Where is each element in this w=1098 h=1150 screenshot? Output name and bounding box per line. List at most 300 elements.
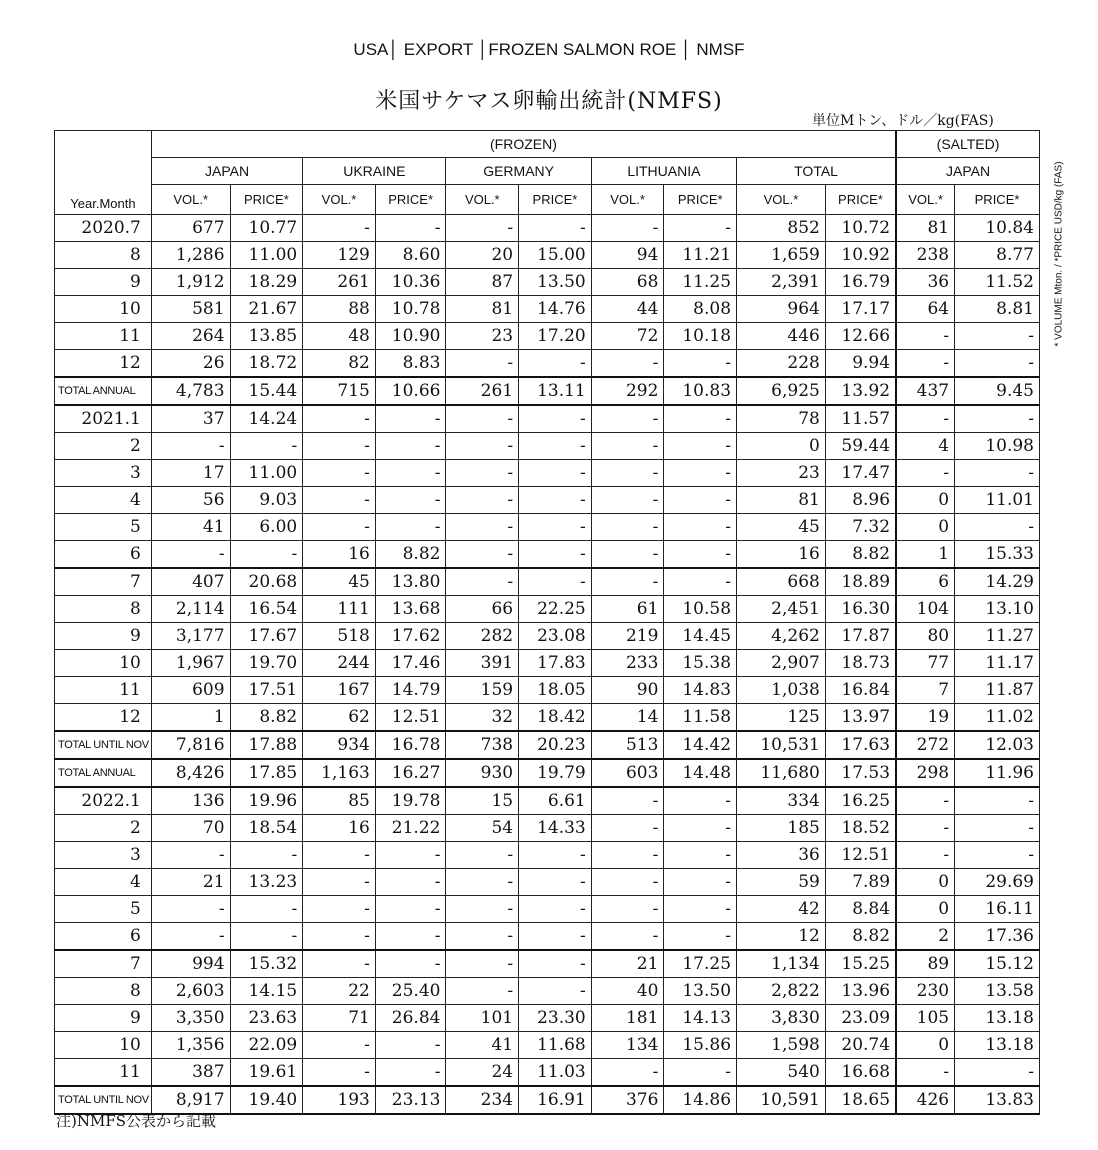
price-cell: -	[375, 922, 446, 950]
vol-cell: 21	[151, 868, 230, 895]
price-cell: 10.90	[375, 322, 446, 349]
vol-cell: 715	[303, 377, 376, 405]
row-label: 8	[55, 977, 152, 1004]
vol-cell: -	[591, 513, 664, 540]
price-cell: 20.74	[825, 1031, 896, 1058]
vol-cell: 78	[737, 405, 826, 433]
vol-cell: 21	[591, 950, 664, 978]
price-cell: -	[519, 922, 592, 950]
vol-cell: 2,391	[737, 268, 826, 295]
vol-cell: -	[446, 459, 519, 486]
price-cell: -	[375, 405, 446, 433]
vol-cell: 45	[303, 568, 376, 596]
price-cell: -	[664, 486, 737, 513]
vol-cell: 609	[151, 676, 230, 703]
price-cell: 13.85	[230, 322, 303, 349]
price-cell: 8.08	[664, 295, 737, 322]
vol-cell: 230	[896, 977, 955, 1004]
table-row	[55, 214, 1040, 241]
vol-cell: 738	[446, 731, 519, 759]
price-cell: 14.48	[664, 759, 737, 787]
row-label: 8	[55, 595, 152, 622]
price-cell: -	[664, 787, 737, 815]
price-cell: 23.09	[825, 1004, 896, 1031]
price-cell: 19.70	[230, 649, 303, 676]
price-cell: 16.54	[230, 595, 303, 622]
price-cell: 17.83	[519, 649, 592, 676]
price-cell: 19.79	[519, 759, 592, 787]
country-header: LITHUANIA	[591, 158, 736, 185]
vol-cell: 19	[896, 703, 955, 731]
vol-cell: 6,925	[737, 377, 826, 405]
price-cell: 19.61	[230, 1058, 303, 1086]
vol-cell: 3,350	[151, 1004, 230, 1031]
vol-cell: 71	[303, 1004, 376, 1031]
price-cell: 19.96	[230, 787, 303, 815]
table-row	[55, 787, 1040, 815]
price-cell: 15.38	[664, 649, 737, 676]
vol-cell: -	[591, 540, 664, 568]
price-cell: 13.50	[664, 977, 737, 1004]
vol-cell: 104	[896, 595, 955, 622]
price-cell: 6.61	[519, 787, 592, 815]
price-cell: -	[955, 814, 1040, 841]
price-cell: 7.32	[825, 513, 896, 540]
vol-cell: 3,830	[737, 1004, 826, 1031]
vol-cell: 90	[591, 676, 664, 703]
price-cell: -	[230, 895, 303, 922]
vol-cell: 42	[737, 895, 826, 922]
price-cell: 22.09	[230, 1031, 303, 1058]
vol-cell: 2,451	[737, 595, 826, 622]
row-label: 5	[55, 513, 152, 540]
price-cell: 13.80	[375, 568, 446, 596]
vol-cell: 81	[896, 214, 955, 241]
vol-cell: 15	[446, 787, 519, 815]
price-cell: 6.00	[230, 513, 303, 540]
price-cell: 10.58	[664, 595, 737, 622]
price-cell: -	[375, 950, 446, 978]
price-cell: 11.87	[955, 676, 1040, 703]
vol-cell: 0	[896, 1031, 955, 1058]
vol-cell: -	[303, 405, 376, 433]
price-cell: 18.29	[230, 268, 303, 295]
header-row-measure	[55, 185, 1040, 215]
vol-cell: 167	[303, 676, 376, 703]
vol-cell: 4,262	[737, 622, 826, 649]
table-row	[55, 868, 1040, 895]
vol-cell: 26	[151, 349, 230, 377]
price-cell: 13.10	[955, 595, 1040, 622]
price-cell: 17.51	[230, 676, 303, 703]
vol-cell: 87	[446, 268, 519, 295]
price-cell: 8.82	[375, 540, 446, 568]
table-row	[55, 676, 1040, 703]
vol-cell: 298	[896, 759, 955, 787]
vol-cell: 1,038	[737, 676, 826, 703]
price-cell: -	[375, 868, 446, 895]
price-cell: 17.46	[375, 649, 446, 676]
vol-cell: -	[446, 540, 519, 568]
price-cell: 13.23	[230, 868, 303, 895]
vol-cell: 437	[896, 377, 955, 405]
price-cell: 10.66	[375, 377, 446, 405]
price-cell: 7.89	[825, 868, 896, 895]
price-cell: 16.27	[375, 759, 446, 787]
price-cell: 15.12	[955, 950, 1040, 978]
price-cell: 10.83	[664, 377, 737, 405]
price-cell: 20.68	[230, 568, 303, 596]
country-header: JAPAN	[151, 158, 302, 185]
price-cell: -	[955, 1058, 1040, 1086]
price-cell: -	[955, 841, 1040, 868]
vol-cell: 111	[303, 595, 376, 622]
price-cell: -	[664, 568, 737, 596]
price-cell: -	[664, 814, 737, 841]
price-cell: -	[230, 540, 303, 568]
price-cell: -	[230, 432, 303, 459]
price-cell: 14.79	[375, 676, 446, 703]
price-cell: 10.72	[825, 214, 896, 241]
row-label: 12	[55, 703, 152, 731]
price-cell: 14.86	[664, 1086, 737, 1114]
price-cell: -	[375, 486, 446, 513]
price-cell: 13.18	[955, 1031, 1040, 1058]
vol-cell: -	[446, 432, 519, 459]
price-cell: 8.82	[230, 703, 303, 731]
vol-cell: -	[446, 349, 519, 377]
vol-cell: 80	[896, 622, 955, 649]
vol-cell: 2,907	[737, 649, 826, 676]
price-cell: 8.77	[955, 241, 1040, 268]
row-label: 9	[55, 268, 152, 295]
vol-cell: -	[591, 459, 664, 486]
price-cell: 11.96	[955, 759, 1040, 787]
price-header: PRICE*	[519, 185, 592, 215]
price-cell: 16.78	[375, 731, 446, 759]
vol-cell: 1,286	[151, 241, 230, 268]
vol-cell: 446	[737, 322, 826, 349]
price-cell: 18.54	[230, 814, 303, 841]
vol-cell: 129	[303, 241, 376, 268]
country-header: JAPAN	[896, 158, 1039, 185]
vol-cell: 518	[303, 622, 376, 649]
vol-cell: 964	[737, 295, 826, 322]
price-cell: 15.25	[825, 950, 896, 978]
price-cell: 17.62	[375, 622, 446, 649]
vol-cell: 1,163	[303, 759, 376, 787]
frozen-group-header: (FROZEN)	[151, 131, 896, 158]
price-cell: -	[519, 841, 592, 868]
price-cell: 10.92	[825, 241, 896, 268]
page-title: USA│ EXPORT │FROZEN SALMON ROE │ NMSF	[353, 40, 745, 59]
price-cell: 13.11	[519, 377, 592, 405]
vol-cell: -	[591, 841, 664, 868]
vol-cell: 1,912	[151, 268, 230, 295]
table-row	[55, 405, 1040, 433]
vol-cell: 0	[896, 868, 955, 895]
price-cell: -	[664, 513, 737, 540]
row-label: TOTAL UNTIL NOV	[55, 1086, 152, 1114]
price-cell: -	[375, 214, 446, 241]
price-cell: 14.45	[664, 622, 737, 649]
country-header: GERMANY	[446, 158, 591, 185]
vol-cell: 4	[896, 432, 955, 459]
vol-cell: 668	[737, 568, 826, 596]
vol-cell: 193	[303, 1086, 376, 1114]
price-cell: 11.17	[955, 649, 1040, 676]
price-cell: -	[664, 540, 737, 568]
table-row	[55, 622, 1040, 649]
vol-cell: 54	[446, 814, 519, 841]
price-cell: -	[519, 977, 592, 1004]
price-cell: 12.66	[825, 322, 896, 349]
vol-cell: 1,967	[151, 649, 230, 676]
vol-cell: 0	[896, 486, 955, 513]
price-cell: 15.00	[519, 241, 592, 268]
vol-cell: 264	[151, 322, 230, 349]
price-cell: 16.91	[519, 1086, 592, 1114]
vol-cell: -	[591, 922, 664, 950]
country-header: TOTAL	[737, 158, 897, 185]
table-row	[55, 703, 1040, 731]
row-label: 11	[55, 1058, 152, 1086]
row-label: 10	[55, 1031, 152, 1058]
vol-header: VOL.*	[303, 185, 376, 215]
price-cell: 18.65	[825, 1086, 896, 1114]
row-label: 11	[55, 676, 152, 703]
vol-cell: 22	[303, 977, 376, 1004]
vol-cell: -	[591, 895, 664, 922]
vol-cell: -	[896, 787, 955, 815]
vol-cell: 426	[896, 1086, 955, 1114]
vol-cell: -	[303, 922, 376, 950]
price-cell: 8.96	[825, 486, 896, 513]
vol-cell: 387	[151, 1058, 230, 1086]
price-cell: 11.02	[955, 703, 1040, 731]
price-cell: 11.68	[519, 1031, 592, 1058]
vol-cell: 61	[591, 595, 664, 622]
vol-cell: -	[591, 432, 664, 459]
price-cell: 15.33	[955, 540, 1040, 568]
price-cell: 11.03	[519, 1058, 592, 1086]
vol-cell: 59	[737, 868, 826, 895]
price-cell: 16.25	[825, 787, 896, 815]
price-cell: 13.58	[955, 977, 1040, 1004]
price-cell: -	[519, 540, 592, 568]
price-cell: 18.72	[230, 349, 303, 377]
price-cell: 10.98	[955, 432, 1040, 459]
price-cell: 23.63	[230, 1004, 303, 1031]
price-cell: -	[375, 841, 446, 868]
vol-cell: 23	[737, 459, 826, 486]
vol-cell: 1	[151, 703, 230, 731]
table-row	[55, 841, 1040, 868]
price-cell: -	[664, 868, 737, 895]
vol-cell: 41	[151, 513, 230, 540]
vol-cell: 3,177	[151, 622, 230, 649]
vol-cell: 677	[151, 214, 230, 241]
vol-cell: -	[151, 540, 230, 568]
price-cell: -	[519, 459, 592, 486]
table-row	[55, 814, 1040, 841]
price-cell: -	[519, 486, 592, 513]
vol-cell: -	[446, 486, 519, 513]
vol-cell: 334	[737, 787, 826, 815]
vol-cell: 540	[737, 1058, 826, 1086]
vol-cell: 68	[591, 268, 664, 295]
price-cell: 14.15	[230, 977, 303, 1004]
vol-cell: 1	[896, 540, 955, 568]
vol-cell: 244	[303, 649, 376, 676]
footnote: 注)NMFS公表から記載	[56, 1112, 217, 1130]
vol-cell: 8,426	[151, 759, 230, 787]
price-cell: 13.68	[375, 595, 446, 622]
vol-cell: -	[151, 841, 230, 868]
vol-cell: 513	[591, 731, 664, 759]
price-cell: 13.50	[519, 268, 592, 295]
price-cell: -	[519, 513, 592, 540]
vol-cell: 16	[303, 540, 376, 568]
price-cell: 9.03	[230, 486, 303, 513]
vol-cell: -	[446, 841, 519, 868]
vol-cell: -	[446, 895, 519, 922]
vol-cell: -	[303, 841, 376, 868]
vol-cell: 16	[737, 540, 826, 568]
vol-cell: 1,134	[737, 950, 826, 978]
price-cell: 16.30	[825, 595, 896, 622]
price-cell: 22.25	[519, 595, 592, 622]
vol-header: VOL.*	[446, 185, 519, 215]
vol-cell: 85	[303, 787, 376, 815]
price-cell: -	[664, 841, 737, 868]
price-cell: 10.18	[664, 322, 737, 349]
vol-cell: -	[151, 432, 230, 459]
vol-cell: -	[303, 868, 376, 895]
row-label: 5	[55, 895, 152, 922]
price-cell: 14.42	[664, 731, 737, 759]
vol-cell: 2,114	[151, 595, 230, 622]
vol-cell: 2,603	[151, 977, 230, 1004]
vol-cell: 261	[446, 377, 519, 405]
vol-cell: 36	[737, 841, 826, 868]
price-cell: -	[519, 868, 592, 895]
table-row	[55, 1031, 1040, 1058]
vol-cell: -	[303, 513, 376, 540]
price-cell: 18.42	[519, 703, 592, 731]
price-cell: 13.83	[955, 1086, 1040, 1114]
price-cell: -	[230, 922, 303, 950]
price-cell: -	[519, 405, 592, 433]
vol-cell: 261	[303, 268, 376, 295]
table-row	[55, 268, 1040, 295]
vol-cell: -	[303, 459, 376, 486]
vol-cell: 234	[446, 1086, 519, 1114]
corner-cell	[55, 131, 152, 158]
price-cell: 14.33	[519, 814, 592, 841]
price-cell: 11.27	[955, 622, 1040, 649]
vol-cell: 11,680	[737, 759, 826, 787]
row-label: 7	[55, 568, 152, 596]
vol-cell: 66	[446, 595, 519, 622]
table-row	[55, 513, 1040, 540]
table-row	[55, 950, 1040, 978]
vol-cell: -	[303, 214, 376, 241]
vol-cell: 407	[151, 568, 230, 596]
vol-cell: -	[896, 459, 955, 486]
vol-cell: 934	[303, 731, 376, 759]
row-label: 2021.1	[55, 405, 152, 433]
vol-cell: -	[591, 1058, 664, 1086]
price-cell: 23.13	[375, 1086, 446, 1114]
price-cell: -	[375, 432, 446, 459]
vol-cell: 391	[446, 649, 519, 676]
vol-cell: -	[446, 513, 519, 540]
price-cell: 11.21	[664, 241, 737, 268]
price-cell: -	[519, 349, 592, 377]
price-cell: 21.67	[230, 295, 303, 322]
vol-cell: 40	[591, 977, 664, 1004]
price-cell: 11.52	[955, 268, 1040, 295]
price-cell: -	[375, 895, 446, 922]
vol-cell: 219	[591, 622, 664, 649]
corner-cell	[55, 158, 152, 185]
vol-cell: 4,783	[151, 377, 230, 405]
price-cell: -	[664, 922, 737, 950]
vol-cell: -	[896, 405, 955, 433]
table-row	[55, 649, 1040, 676]
table-row	[55, 349, 1040, 377]
vol-cell: 134	[591, 1031, 664, 1058]
price-cell: 15.32	[230, 950, 303, 978]
vol-cell: -	[591, 787, 664, 815]
price-header: PRICE*	[955, 185, 1040, 215]
price-cell: 17.88	[230, 731, 303, 759]
table-row	[55, 459, 1040, 486]
table-row	[55, 595, 1040, 622]
price-cell: 29.69	[955, 868, 1040, 895]
table-row	[55, 295, 1040, 322]
vol-cell: 12	[737, 922, 826, 950]
price-cell: -	[519, 214, 592, 241]
price-cell: 17.20	[519, 322, 592, 349]
vol-cell: 159	[446, 676, 519, 703]
vol-cell: 6	[896, 568, 955, 596]
vol-cell: -	[303, 486, 376, 513]
price-cell: 17.85	[230, 759, 303, 787]
price-cell: -	[664, 459, 737, 486]
vol-cell: -	[151, 895, 230, 922]
table-title-japanese: 米国サケマス卵輸出統計(NMFS)	[375, 89, 723, 114]
price-cell: 17.87	[825, 622, 896, 649]
price-cell: 18.52	[825, 814, 896, 841]
vol-cell: 282	[446, 622, 519, 649]
price-cell: -	[955, 513, 1040, 540]
price-cell: 17.47	[825, 459, 896, 486]
vol-cell: -	[446, 950, 519, 978]
price-cell: -	[664, 349, 737, 377]
price-cell: 8.82	[825, 922, 896, 950]
vol-cell: 7	[896, 676, 955, 703]
vol-cell: -	[303, 895, 376, 922]
vol-cell: 1,356	[151, 1031, 230, 1058]
price-cell: 14.83	[664, 676, 737, 703]
vol-cell: 48	[303, 322, 376, 349]
price-cell: -	[230, 841, 303, 868]
price-cell: 14.24	[230, 405, 303, 433]
vol-cell: -	[896, 322, 955, 349]
row-label: 4	[55, 486, 152, 513]
